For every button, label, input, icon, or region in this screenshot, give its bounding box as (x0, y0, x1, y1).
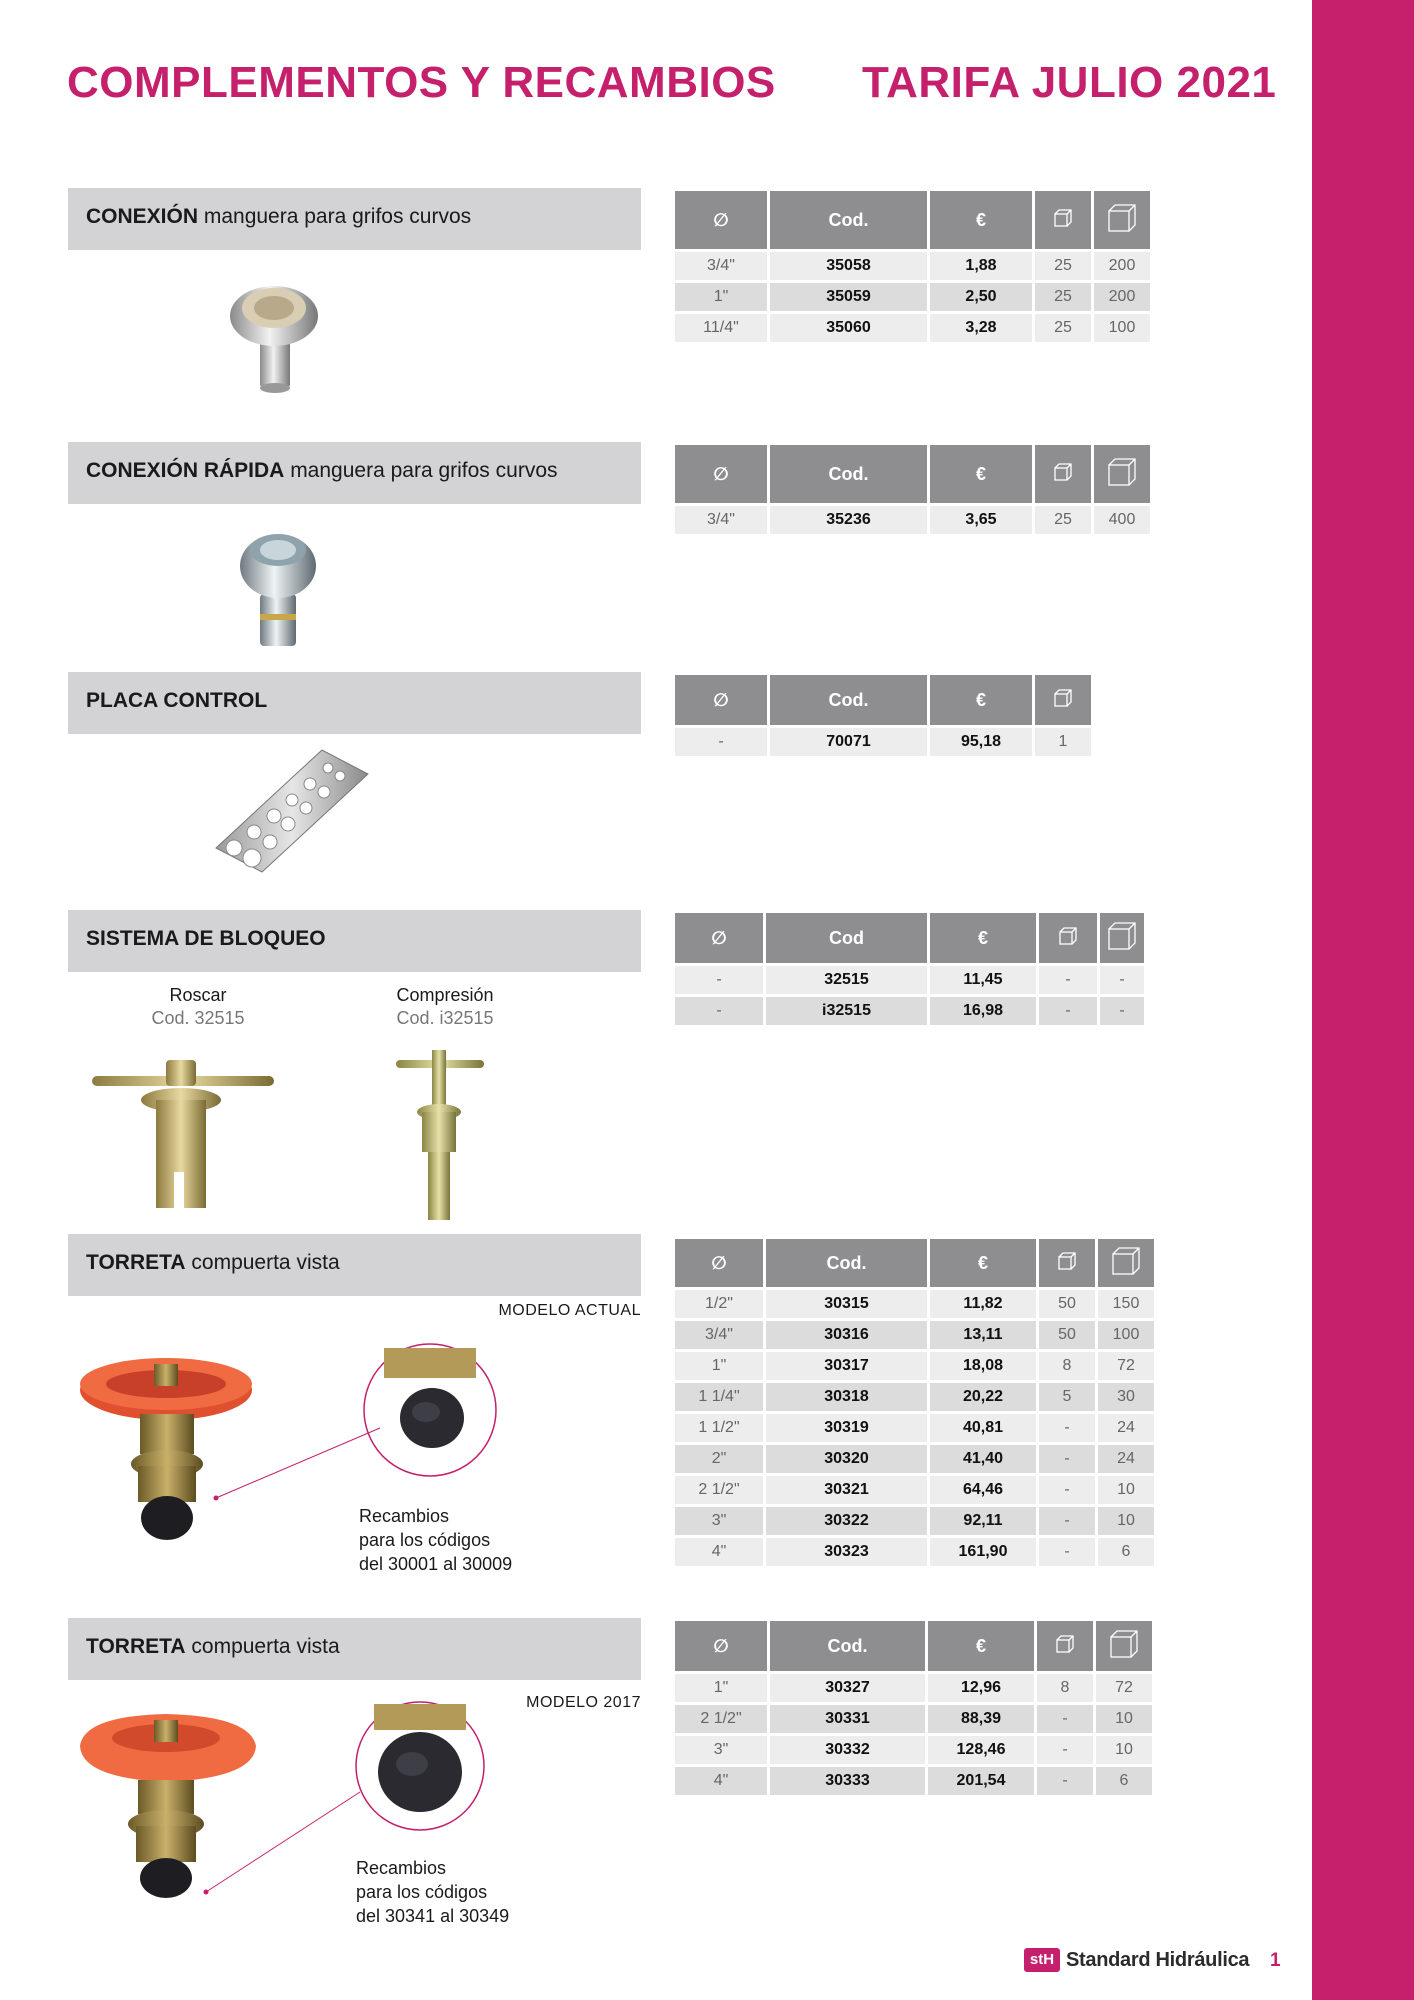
section-header (68, 672, 641, 734)
unit-cell: - (1037, 1767, 1093, 1795)
code-cell: 30318 (766, 1383, 927, 1411)
large-box-icon (1098, 1239, 1154, 1287)
unit-cell: 8 (1037, 1674, 1093, 1702)
price-table (672, 1236, 1157, 1569)
page-number: 1 (1270, 1950, 1281, 1971)
price-table (672, 672, 1094, 759)
size-cell: 4" (675, 1767, 767, 1795)
brand-badge: stH (1024, 1948, 1060, 1972)
compresion-key-image (392, 1046, 488, 1222)
spare-line: Recambios (356, 1858, 447, 1878)
price-cell: 40,81 (930, 1414, 1036, 1442)
size-cell: 1" (675, 1352, 763, 1380)
box-icon (1035, 191, 1091, 249)
table-row (675, 314, 1150, 342)
large-box-icon (1094, 191, 1150, 249)
section-title-rest: compuerta vista (185, 1251, 340, 1274)
code-header: Cod. (770, 191, 927, 249)
table-row (675, 283, 1150, 311)
price-cell: 88,39 (928, 1705, 1034, 1733)
table-row (675, 728, 1091, 756)
table-row (675, 997, 1144, 1025)
size-cell: 4" (675, 1538, 763, 1566)
control-plate-image (210, 744, 370, 874)
box-icon (1037, 1621, 1093, 1671)
price-cell: 1,88 (930, 252, 1032, 280)
code-header: Cod (766, 913, 927, 963)
roscar-label: Roscar (169, 985, 227, 1005)
spare-line: del 30341 al 30349 (356, 1906, 510, 1926)
large-box-icon (1096, 1621, 1152, 1671)
code-cell: 30317 (766, 1352, 927, 1380)
price-cell: 13,11 (930, 1321, 1036, 1349)
box-cell: 72 (1096, 1674, 1152, 1702)
section-title-rest: manguera para grifos curvos (284, 459, 558, 482)
brand-logo (1024, 1948, 1249, 1972)
accent-side-bar (1312, 0, 1414, 2000)
roscar-caption (138, 984, 258, 1030)
diameter-header: ∅ (675, 1239, 763, 1287)
box-cell: 150 (1098, 1290, 1154, 1318)
large-box-icon (1094, 445, 1150, 503)
tariff-title: TARIFA JULIO 2021 (862, 58, 1277, 107)
unit-cell: - (1039, 966, 1097, 994)
size-cell: 11/4" (675, 314, 767, 342)
page-title: COMPLEMENTOS Y RECAMBIOS (67, 58, 776, 107)
compresion-caption (380, 984, 510, 1030)
code-cell: 30331 (770, 1705, 925, 1733)
code-cell: 32515 (766, 966, 927, 994)
code-cell: 70071 (770, 728, 927, 756)
table-row (675, 1383, 1154, 1411)
box-cell: 6 (1096, 1767, 1152, 1795)
code-cell: 30316 (766, 1321, 927, 1349)
price-table (672, 188, 1153, 345)
code-cell: 30315 (766, 1290, 927, 1318)
table-row (675, 1736, 1152, 1764)
box-cell: 10 (1098, 1476, 1154, 1504)
size-cell: 1 1/2" (675, 1414, 763, 1442)
unit-cell: 50 (1039, 1290, 1095, 1318)
section-title-bold: TORRETA (86, 1635, 186, 1658)
large-box-icon (1100, 913, 1144, 963)
price-cell: 20,22 (930, 1383, 1036, 1411)
section-header (68, 1234, 641, 1296)
box-cell: 24 (1098, 1445, 1154, 1473)
code-cell: 35058 (770, 252, 927, 280)
section-header (68, 1618, 641, 1680)
diameter-header: ∅ (675, 445, 767, 503)
code-cell: 30319 (766, 1414, 927, 1442)
unit-cell: 5 (1039, 1383, 1095, 1411)
size-cell: 1 1/4" (675, 1383, 763, 1411)
size-cell: 1" (675, 1674, 767, 1702)
size-cell: 1" (675, 283, 767, 311)
unit-cell: 25 (1035, 314, 1091, 342)
price-cell: 95,18 (930, 728, 1032, 756)
box-cell: 6 (1098, 1538, 1154, 1566)
price-header: € (930, 191, 1032, 249)
model-label: MODELO 2017 (526, 1694, 641, 1711)
unit-cell: - (1039, 1414, 1095, 1442)
code-cell: i32515 (766, 997, 927, 1025)
box-cell: 10 (1098, 1507, 1154, 1535)
code-cell: 30321 (766, 1476, 927, 1504)
section-header (68, 442, 641, 504)
price-cell: 18,08 (930, 1352, 1036, 1380)
section-title-bold: SISTEMA DE BLOQUEO (86, 927, 326, 950)
price-table (672, 1618, 1155, 1798)
price-cell: 128,46 (928, 1736, 1034, 1764)
unit-cell: 1 (1035, 728, 1091, 756)
unit-cell: 50 (1039, 1321, 1095, 1349)
code-cell: 35060 (770, 314, 927, 342)
table-row (675, 1507, 1154, 1535)
unit-cell: 25 (1035, 506, 1091, 534)
section-title-bold: TORRETA (86, 1251, 186, 1274)
table-row (675, 1290, 1154, 1318)
box-cell: - (1100, 966, 1144, 994)
box-icon (1039, 913, 1097, 963)
table-row (675, 252, 1150, 280)
unit-cell: - (1039, 997, 1097, 1025)
table-row (675, 1352, 1154, 1380)
diameter-header: ∅ (675, 1621, 767, 1671)
unit-cell: 25 (1035, 283, 1091, 311)
box-cell: 200 (1094, 252, 1150, 280)
spare-line: para los códigos (356, 1882, 488, 1902)
unit-cell: - (1039, 1476, 1095, 1504)
code-cell: 35236 (770, 506, 927, 534)
price-header: € (928, 1621, 1034, 1671)
price-cell: 64,46 (930, 1476, 1036, 1504)
roscar-code: Cod. 32515 (151, 1008, 245, 1028)
box-icon (1035, 445, 1091, 503)
box-cell: 24 (1098, 1414, 1154, 1442)
price-header: € (930, 675, 1032, 725)
roscar-key-image (88, 1054, 278, 1214)
box-cell: 400 (1094, 506, 1150, 534)
spare-pointer-line (200, 1788, 370, 1898)
diameter-header: ∅ (675, 675, 767, 725)
section-title-bold: CONEXIÓN (86, 205, 199, 228)
code-cell: 35059 (770, 283, 927, 311)
price-cell: 3,28 (930, 314, 1032, 342)
box-icon (1039, 1239, 1095, 1287)
section-title-bold: PLACA CONTROL (86, 689, 268, 712)
price-cell: 11,45 (930, 966, 1036, 994)
size-cell: 3" (675, 1736, 767, 1764)
size-cell: 3/4" (675, 1321, 763, 1349)
brand-name: Standard Hidráulica (1066, 1948, 1250, 1971)
code-header: Cod. (770, 445, 927, 503)
price-cell: 201,54 (928, 1767, 1034, 1795)
price-header: € (930, 445, 1032, 503)
price-cell: 11,82 (930, 1290, 1036, 1318)
size-cell: 3" (675, 1507, 763, 1535)
size-cell: - (675, 966, 763, 994)
table-row (675, 1476, 1154, 1504)
size-cell: - (675, 728, 767, 756)
code-cell: 30327 (770, 1674, 925, 1702)
price-table (672, 442, 1153, 537)
unit-cell: 8 (1039, 1352, 1095, 1380)
section-title-rest: compuerta vista (185, 1635, 340, 1658)
compresion-label: Compresión (396, 985, 494, 1005)
spare-line: del 30001 al 30009 (359, 1554, 513, 1574)
code-header: Cod. (770, 675, 927, 725)
section-header (68, 910, 641, 972)
box-cell: 72 (1098, 1352, 1154, 1380)
section-title-bold: CONEXIÓN RÁPIDA (86, 459, 285, 482)
price-table (672, 910, 1147, 1028)
table-row (675, 1414, 1154, 1442)
table-row (675, 506, 1150, 534)
table-row (675, 1674, 1152, 1702)
price-cell: 16,98 (930, 997, 1036, 1025)
code-cell: 30333 (770, 1767, 925, 1795)
spare-line: Recambios (359, 1506, 450, 1526)
diameter-header: ∅ (675, 191, 767, 249)
unit-cell: - (1037, 1705, 1093, 1733)
box-cell: 200 (1094, 283, 1150, 311)
code-header: Cod. (766, 1239, 927, 1287)
price-header: € (930, 913, 1036, 963)
size-cell: 2" (675, 1445, 763, 1473)
spare-washer-2017-image (352, 1698, 488, 1834)
size-cell: 3/4" (675, 506, 767, 534)
price-cell: 41,40 (930, 1445, 1036, 1473)
section-title-rest: manguera para grifos curvos (198, 205, 472, 228)
size-cell: 2 1/2" (675, 1476, 763, 1504)
hose-connector-image (226, 276, 322, 394)
code-header: Cod. (770, 1621, 925, 1671)
price-cell: 12,96 (928, 1674, 1034, 1702)
table-row (675, 966, 1144, 994)
compresion-code: Cod. i32515 (396, 1008, 494, 1028)
size-cell: 2 1/2" (675, 1705, 767, 1733)
price-cell: 2,50 (930, 283, 1032, 311)
unit-cell: - (1037, 1736, 1093, 1764)
diameter-header: ∅ (675, 913, 763, 963)
spare-line: para los códigos (359, 1530, 491, 1550)
box-cell: 10 (1096, 1705, 1152, 1733)
box-cell: 100 (1098, 1321, 1154, 1349)
spare-pointer-line (210, 1424, 390, 1504)
table-row (675, 1538, 1154, 1566)
table-row (675, 1445, 1154, 1473)
table-row (675, 1767, 1152, 1795)
section-header (68, 188, 641, 250)
size-cell: 1/2" (675, 1290, 763, 1318)
spare-parts-note (356, 1856, 509, 1928)
price-cell: 92,11 (930, 1507, 1036, 1535)
box-cell: 30 (1098, 1383, 1154, 1411)
code-cell: 30322 (766, 1507, 927, 1535)
code-cell: 30323 (766, 1538, 927, 1566)
quick-connector-image (238, 524, 318, 652)
model-label: MODELO ACTUAL (498, 1302, 641, 1319)
size-cell: 3/4" (675, 252, 767, 280)
table-row (675, 1705, 1152, 1733)
size-cell: - (675, 997, 763, 1025)
table-row (675, 1321, 1154, 1349)
price-cell: 3,65 (930, 506, 1032, 534)
price-header: € (930, 1239, 1036, 1287)
code-cell: 30320 (766, 1445, 927, 1473)
box-cell: 10 (1096, 1736, 1152, 1764)
price-cell: 161,90 (930, 1538, 1036, 1566)
box-icon (1035, 675, 1091, 725)
unit-cell: 25 (1035, 252, 1091, 280)
code-cell: 30332 (770, 1736, 925, 1764)
unit-cell: - (1039, 1445, 1095, 1473)
unit-cell: - (1039, 1507, 1095, 1535)
box-cell: 100 (1094, 314, 1150, 342)
spare-parts-note (359, 1504, 512, 1576)
unit-cell: - (1039, 1538, 1095, 1566)
box-cell: - (1100, 997, 1144, 1025)
